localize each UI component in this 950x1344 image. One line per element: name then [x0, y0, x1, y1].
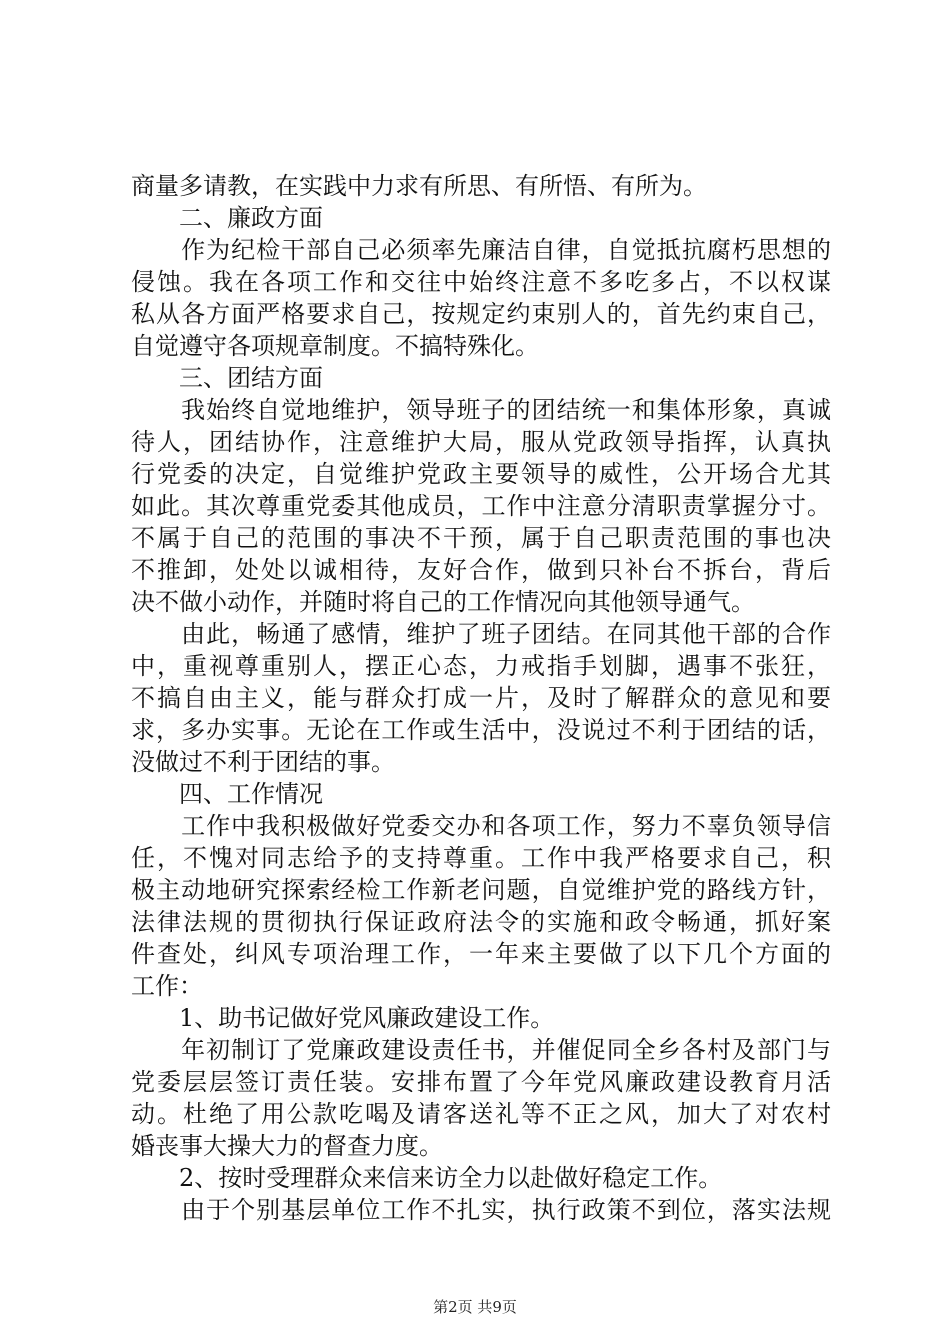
text-line-8: 我始终自觉地维护，领导班子的团结统一和集体形象，真诚	[131, 396, 831, 424]
text-line-30: 动。杜绝了用公款吃喝及请客送礼等不正之风，加大了对农村	[131, 1100, 831, 1128]
text-line-6: 自觉遵守各项规章制度。不搞特殊化。	[131, 332, 539, 360]
text-line-15: 由此，畅通了感情，维护了班子团结。在同其他干部的合作	[131, 620, 831, 648]
section-heading-lianzheng: 二、廉政方面	[131, 204, 323, 232]
text-line-21: 工作中我积极做好党委交办和各项工作，努力不辜负领导信	[131, 812, 831, 840]
text-line-22: 任，不愧对同志给予的支持尊重。工作中我严格要求自己，积	[131, 844, 831, 872]
text-line-23: 极主动地研究探索经检工作新老问题，自觉维护党的路线方针，	[131, 876, 831, 904]
text-line-33: 由于个别基层单位工作不扎实，执行政策不到位，落实法规	[131, 1196, 831, 1224]
section-heading-tuanjie: 三、团结方面	[131, 364, 323, 392]
text-line-31: 婚丧事大操大力的督查力度。	[131, 1132, 443, 1160]
text-line-28: 年初制订了党廉政建设责任书，并催促同全乡各村及部门与	[131, 1036, 831, 1064]
text-line-19: 没做过不利于团结的事。	[131, 748, 395, 776]
page-footer: 第2页 共9页	[433, 1298, 517, 1316]
text-line-4: 侵蚀。我在各项工作和交往中始终注意不多吃多占，不以权谋	[131, 268, 831, 296]
text-line-17: 不搞自由主义，能与群众打成一片，及时了解群众的意见和要	[131, 684, 831, 712]
text-line-9: 待人，团结协作，注意维护大局，服从党政领导指挥，认真执	[131, 428, 831, 456]
text-line-26: 工作：	[131, 972, 203, 1000]
text-line-29: 党委层层签订责任装。安排布置了今年党风廉政建设教育月活	[131, 1068, 831, 1096]
text-line-11: 如此。其次尊重党委其他成员，工作中注意分清职责掌握分寸。	[131, 492, 831, 520]
text-line-18: 求，多办实事。无论在工作或生活中，没说过不利于团结的话，	[131, 716, 831, 744]
document-body	[131, 170, 831, 1226]
text-line-1: 商量多请教，在实践中力求有所思、有所悟、有所为。	[131, 172, 707, 200]
text-line-14: 决不做小动作，并随时将自己的工作情况向其他领导通气。	[131, 588, 755, 616]
subheading-item-2: 2、按时受理群众来信来访全力以赴做好稳定工作。	[131, 1164, 723, 1192]
text-line-12: 不属于自己的范围的事决不干预，属于自己职责范围的事也决	[131, 524, 831, 552]
text-line-13: 不推卸，处处以诚相待，友好合作，做到只补台不拆台，背后	[131, 556, 831, 584]
text-line-3: 作为纪检干部自己必须率先廉洁自律，自觉抵抗腐朽思想的	[131, 236, 831, 264]
text-line-5: 私从各方面严格要求自己，按规定约束别人的，首先约束自己，	[131, 300, 831, 328]
subheading-item-1: 1、助书记做好党风廉政建设工作。	[131, 1004, 555, 1032]
text-line-16: 中，重视尊重别人，摆正心态，力戒指手划脚，遇事不张狂，	[131, 652, 831, 680]
text-line-24: 法律法规的贯彻执行保证政府法令的实施和政令畅通，抓好案	[131, 908, 831, 936]
section-heading-gongzuo: 四、工作情况	[131, 780, 323, 808]
text-line-10: 行党委的决定，自觉维护党政主要领导的威性，公开场合尤其	[131, 460, 831, 488]
text-line-25: 件查处，纠风专项治理工作，一年来主要做了以下几个方面的	[131, 940, 831, 968]
